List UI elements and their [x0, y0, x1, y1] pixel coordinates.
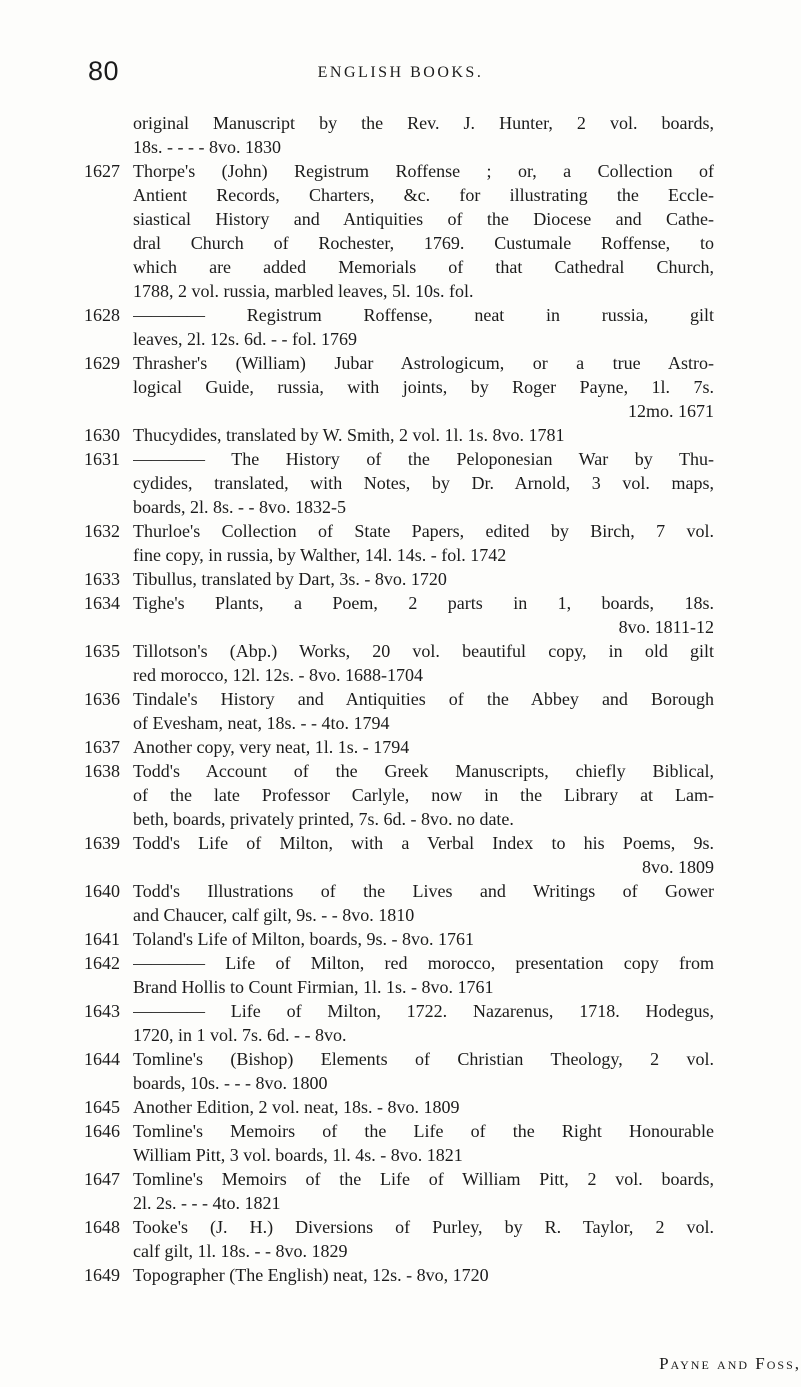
entry-line: 1788, 2 vol. russia, marbled leaves, 5l. 10s. fol.	[133, 281, 474, 301]
entry-line: dral Church of Rochester, 1769. Custumale Roffense, to	[133, 233, 714, 253]
entry-line: Tindale's History and Antiquities of the Abbey and Borough	[133, 689, 714, 709]
entry-number: 1638	[84, 761, 120, 781]
catalogue-entry	[84, 759, 714, 831]
page-number: 80	[88, 56, 120, 86]
entry-line: ———— Life of Milton, red morocco, presentation copy from	[133, 953, 714, 973]
entry-line: Thurloe's Collection of State Papers, edited by Birch, 7 vol.	[133, 521, 714, 541]
entry-line: logical Guide, russia, with joints, by Roger Payne, 1l. 7s.	[133, 377, 714, 397]
entry-line: of Evesham, neat, 18s. - - 4to. 1794	[133, 713, 390, 733]
catalogue-entry	[84, 423, 714, 447]
catalogue-entry	[84, 447, 714, 519]
entry-line: and Chaucer, calf gilt, 9s. - - 8vo. 1810	[133, 905, 415, 925]
entry-line: Thorpe's (John) Registrum Roffense ; or, a Collection of	[133, 161, 714, 181]
entry-line: siastical History and Antiquities of the Diocese and Cathe-	[133, 209, 714, 229]
entry-line: boards, 10s. - - - 8vo. 1800	[133, 1073, 328, 1093]
entry-number: 1643	[84, 1001, 120, 1021]
entry-line: cydides, translated, with Notes, by Dr. Arnold, 3 vol. maps,	[133, 473, 714, 493]
catalogue-entry	[84, 1095, 714, 1119]
entry-number: 1648	[84, 1217, 120, 1237]
catalogue-entry	[84, 999, 714, 1047]
entry-line: Tibullus, translated by Dart, 3s. - 8vo. 1720	[133, 569, 447, 589]
entry-number: 1627	[84, 161, 120, 181]
entry-number: 1636	[84, 689, 120, 709]
entry-line: 2l. 2s. - - - 4to. 1821	[133, 1193, 281, 1213]
entry-number: 1637	[84, 737, 120, 757]
entry-line: original Manuscript by the Rev. J. Hunter, 2 vol. boards,	[133, 113, 714, 133]
catalogue-entry	[84, 927, 714, 951]
catalogue-entry	[84, 1167, 714, 1215]
entry-number: 1633	[84, 569, 120, 589]
entry-line: ———— The History of the Peloponesian War by Thu-	[133, 449, 714, 469]
entry-line: Toland's Life of Milton, boards, 9s. - 8vo. 1761	[133, 929, 474, 949]
entry-line: which are added Memorials of that Cathedral Church,	[133, 257, 714, 277]
entry-number: 1639	[84, 833, 120, 853]
entry-number: 1631	[84, 449, 120, 469]
catchword: Payne and Foss,	[659, 1354, 801, 1373]
continuation-entry	[84, 111, 714, 159]
catalogue-entry	[84, 1119, 714, 1167]
entry-line: leaves, 2l. 12s. 6d. - - fol. 1769	[133, 329, 357, 349]
entry-number: 1646	[84, 1121, 120, 1141]
entry-line: ———— Registrum Roffense, neat in russia, gilt	[133, 305, 714, 325]
entry-line: Tillotson's (Abp.) Works, 20 vol. beautiful copy, in old gilt	[133, 641, 714, 661]
entry-number: 1628	[84, 305, 120, 325]
entries-list	[84, 111, 714, 1287]
catalogue-entry	[84, 951, 714, 999]
entry-line: boards, 2l. 8s. - - 8vo. 1832-5	[133, 497, 346, 517]
entry-line: Thucydides, translated by W. Smith, 2 vol. 1l. 1s. 8vo. 1781	[133, 425, 565, 445]
entry-line: 1720, in 1 vol. 7s. 6d. - - 8vo.	[133, 1025, 347, 1045]
entry-number: 1640	[84, 881, 120, 901]
entry-line: Tighe's Plants, a Poem, 2 parts in 1, boards, 18s.	[133, 593, 714, 613]
entry-line: 8vo. 1811-12	[618, 617, 714, 637]
entry-line: beth, boards, privately printed, 7s. 6d. - 8vo. no date.	[133, 809, 514, 829]
entry-line: 8vo. 1809	[642, 857, 714, 877]
entry-line: 12mo. 1671	[627, 401, 714, 421]
entry-line: Another copy, very neat, 1l. 1s. - 1794	[133, 737, 410, 757]
entry-line: red morocco, 12l. 12s. - 8vo. 1688-1704	[133, 665, 423, 685]
entry-number: 1641	[84, 929, 120, 949]
entry-number: 1630	[84, 425, 120, 445]
entry-line: Tomline's Memoirs of the Life of the Right Honourable	[133, 1121, 714, 1141]
entry-number: 1647	[84, 1169, 120, 1189]
entry-number: 1634	[84, 593, 120, 613]
catalogue-entry	[84, 1215, 714, 1263]
catalogue-entry	[84, 1263, 714, 1287]
entry-number: 1645	[84, 1097, 120, 1117]
running-head: ENGLISH BOOKS.	[317, 64, 484, 81]
entry-number: 1644	[84, 1049, 120, 1069]
catalogue-entry	[84, 879, 714, 927]
entry-line: Thrasher's (William) Jubar Astrologicum, or a true Astro-	[133, 353, 714, 373]
entry-number: 1635	[84, 641, 120, 661]
catalogue-entry	[84, 1047, 714, 1095]
entry-number: 1642	[84, 953, 120, 973]
entry-line: 18s. - - - - 8vo. 1830	[133, 137, 281, 157]
entry-line: ———— Life of Milton, 1722. Nazarenus, 1718. Hodegus,	[133, 1001, 714, 1021]
catalogue-entry	[84, 639, 714, 687]
entry-number: 1632	[84, 521, 120, 541]
entry-line: Todd's Life of Milton, with a Verbal Index to his Poems, 9s.	[133, 833, 714, 853]
catalogue-entry	[84, 567, 714, 591]
catalogue-entry	[84, 159, 714, 303]
catalogue-entry	[84, 303, 714, 351]
entry-line: Todd's Account of the Greek Manuscripts, chiefly Biblical,	[133, 761, 714, 781]
catalogue-entry	[84, 831, 714, 879]
entry-line: fine copy, in russia, by Walther, 14l. 14s. - fol. 1742	[133, 545, 507, 565]
entry-number: 1649	[84, 1265, 120, 1285]
entry-line: Another Edition, 2 vol. neat, 18s. - 8vo. 1809	[133, 1097, 460, 1117]
entry-line: Topographer (The English) neat, 12s. - 8vo, 1720	[133, 1265, 489, 1285]
entry-line: calf gilt, 1l. 18s. - - 8vo. 1829	[133, 1241, 348, 1261]
entry-line: Tomline's Memoirs of the Life of William Pitt, 2 vol. boards,	[133, 1169, 714, 1189]
catalogue-entry	[84, 735, 714, 759]
entry-line: Brand Hollis to Count Firmian, 1l. 1s. - 8vo. 1761	[133, 977, 494, 997]
catalogue-entry	[84, 519, 714, 567]
entry-line: Todd's Illustrations of the Lives and Writings of Gower	[133, 881, 714, 901]
catalogue-entry	[84, 591, 714, 639]
entry-line: Tomline's (Bishop) Elements of Christian Theology, 2 vol.	[133, 1049, 714, 1069]
entry-line: of the late Professor Carlyle, now in the Library at Lam-	[133, 785, 714, 805]
catalogue-entry	[84, 687, 714, 735]
entry-line: Antient Records, Charters, &c. for illustrating the Eccle-	[133, 185, 714, 205]
entry-number: 1629	[84, 353, 120, 373]
entry-line: Tooke's (J. H.) Diversions of Purley, by R. Taylor, 2 vol.	[133, 1217, 714, 1237]
entry-line: William Pitt, 3 vol. boards, 1l. 4s. - 8vo. 1821	[133, 1145, 463, 1165]
catalogue-entry	[84, 351, 714, 423]
